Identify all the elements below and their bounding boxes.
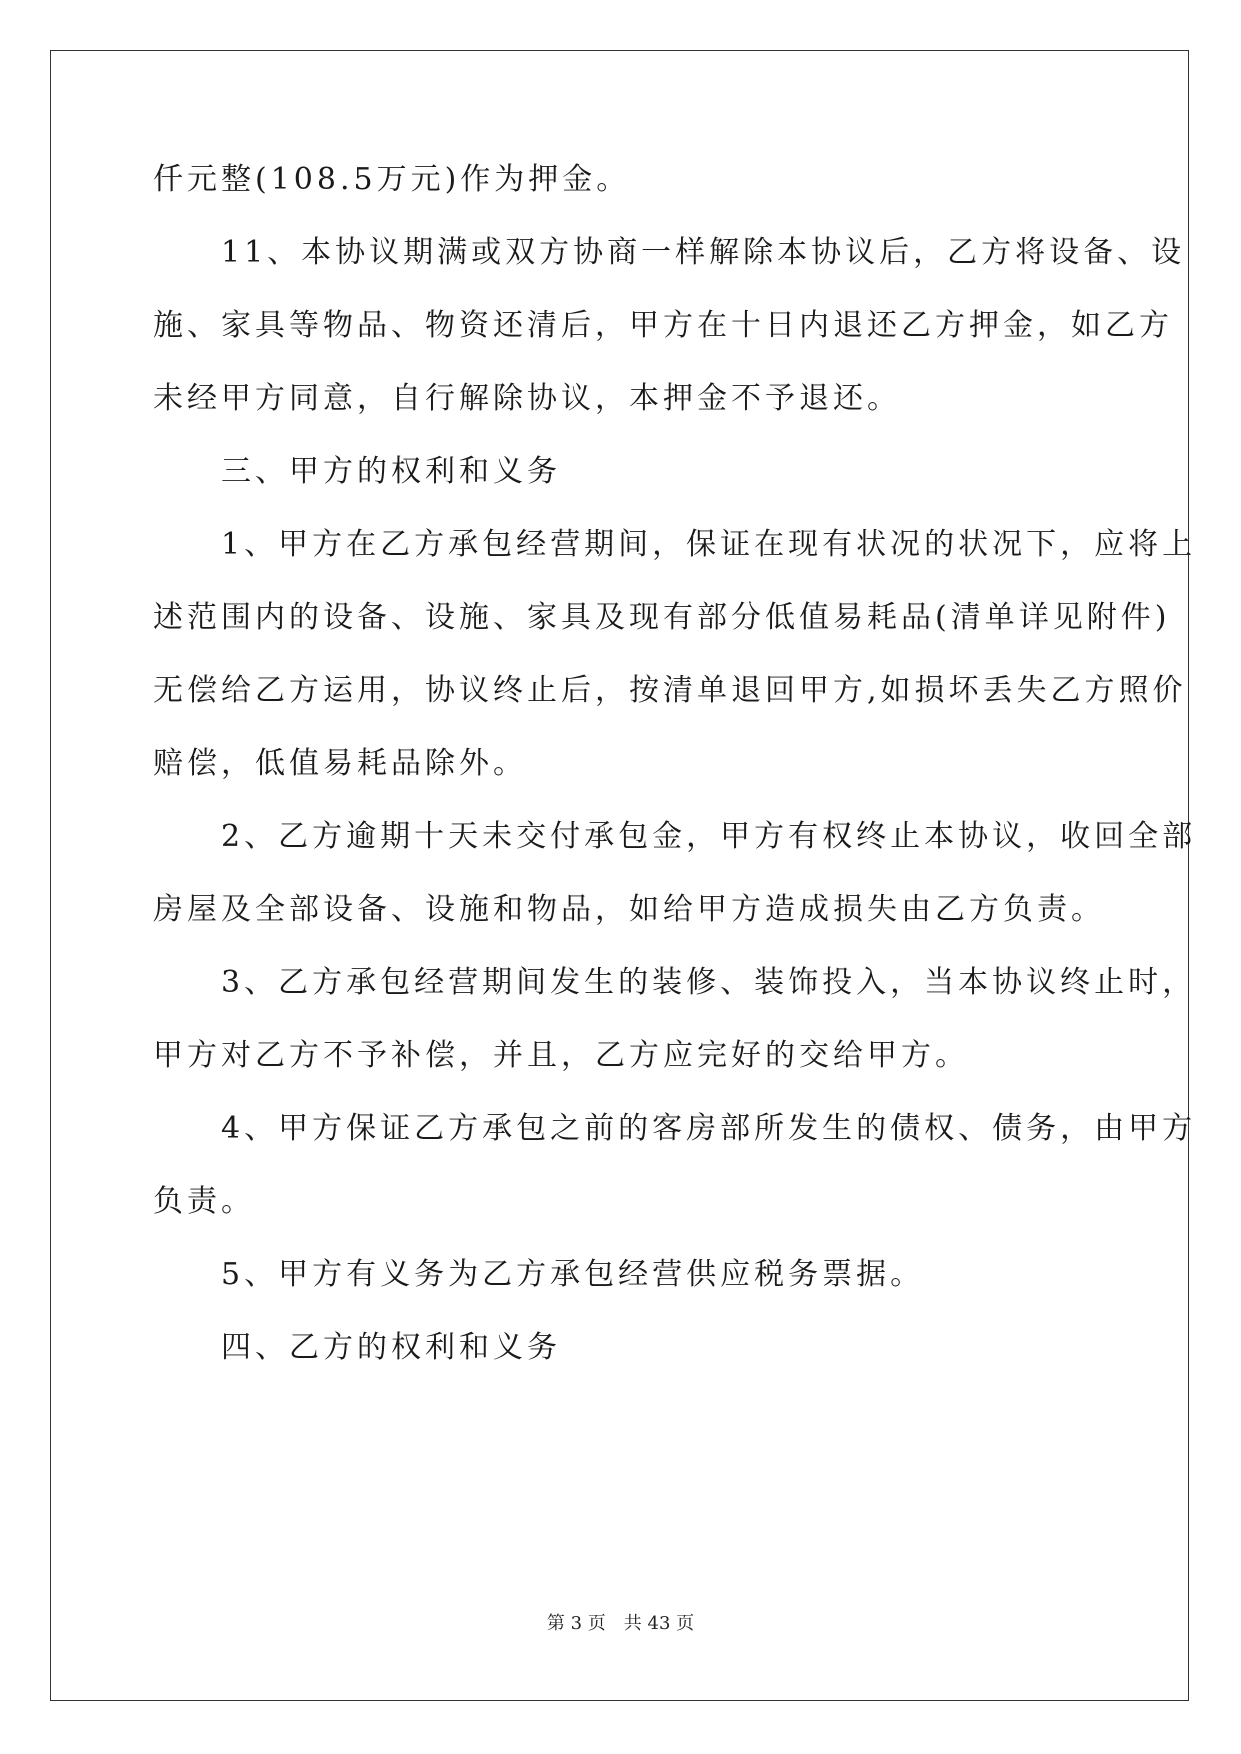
text-line: 4、甲方保证乙方承包之前的客房部所发生的债权、债务，由甲方 [153,1111,1197,1146]
text-line: 1、甲方在乙方承包经营期间，保证在现有状况的状况下，应将上 [153,527,1197,562]
page-border [50,50,1189,1701]
page-number: 第 3 页 共 43 页 [546,1613,695,1634]
text-line: 11、本协议期满或双方协商一样解除本协议后，乙方将设备、设 [153,235,1186,270]
section-heading: 四、乙方的权利和义务 [153,1330,561,1365]
text-line: 无偿给乙方运用，协议终止后，按清单退回甲方,如损坏丢失乙方照价 [153,673,1187,708]
text-line: 仟元整(108.5万元)作为押金。 [153,162,631,197]
text-line: 述范围内的设备、设施、家具及现有部分低值易耗品(清单详见附件) [153,600,1171,635]
text-line: 房屋及全部设备、设施和物品，如给甲方造成损失由乙方负责。 [153,892,1105,927]
page-footer [0,1612,1241,1636]
text-line: 施、家具等物品、物资还清后，甲方在十日内退还乙方押金，如乙方 [153,308,1173,343]
text-line: 5、甲方有义务为乙方承包经营供应税务票据。 [153,1257,925,1292]
section-heading: 三、甲方的权利和义务 [153,454,561,489]
text-line: 甲方对乙方不予补偿，并且，乙方应完好的交给甲方。 [153,1038,969,1073]
text-line: 3、乙方承包经营期间发生的装修、装饰投入，当本协议终止时， [153,965,1197,1000]
text-line: 负责。 [153,1184,255,1219]
text-line: 未经甲方同意，自行解除协议，本押金不予退还。 [153,381,901,416]
text-line: 赔偿，低值易耗品除外。 [153,746,527,781]
text-line: 2、乙方逾期十天未交付承包金，甲方有权终止本协议，收回全部 [153,819,1197,854]
